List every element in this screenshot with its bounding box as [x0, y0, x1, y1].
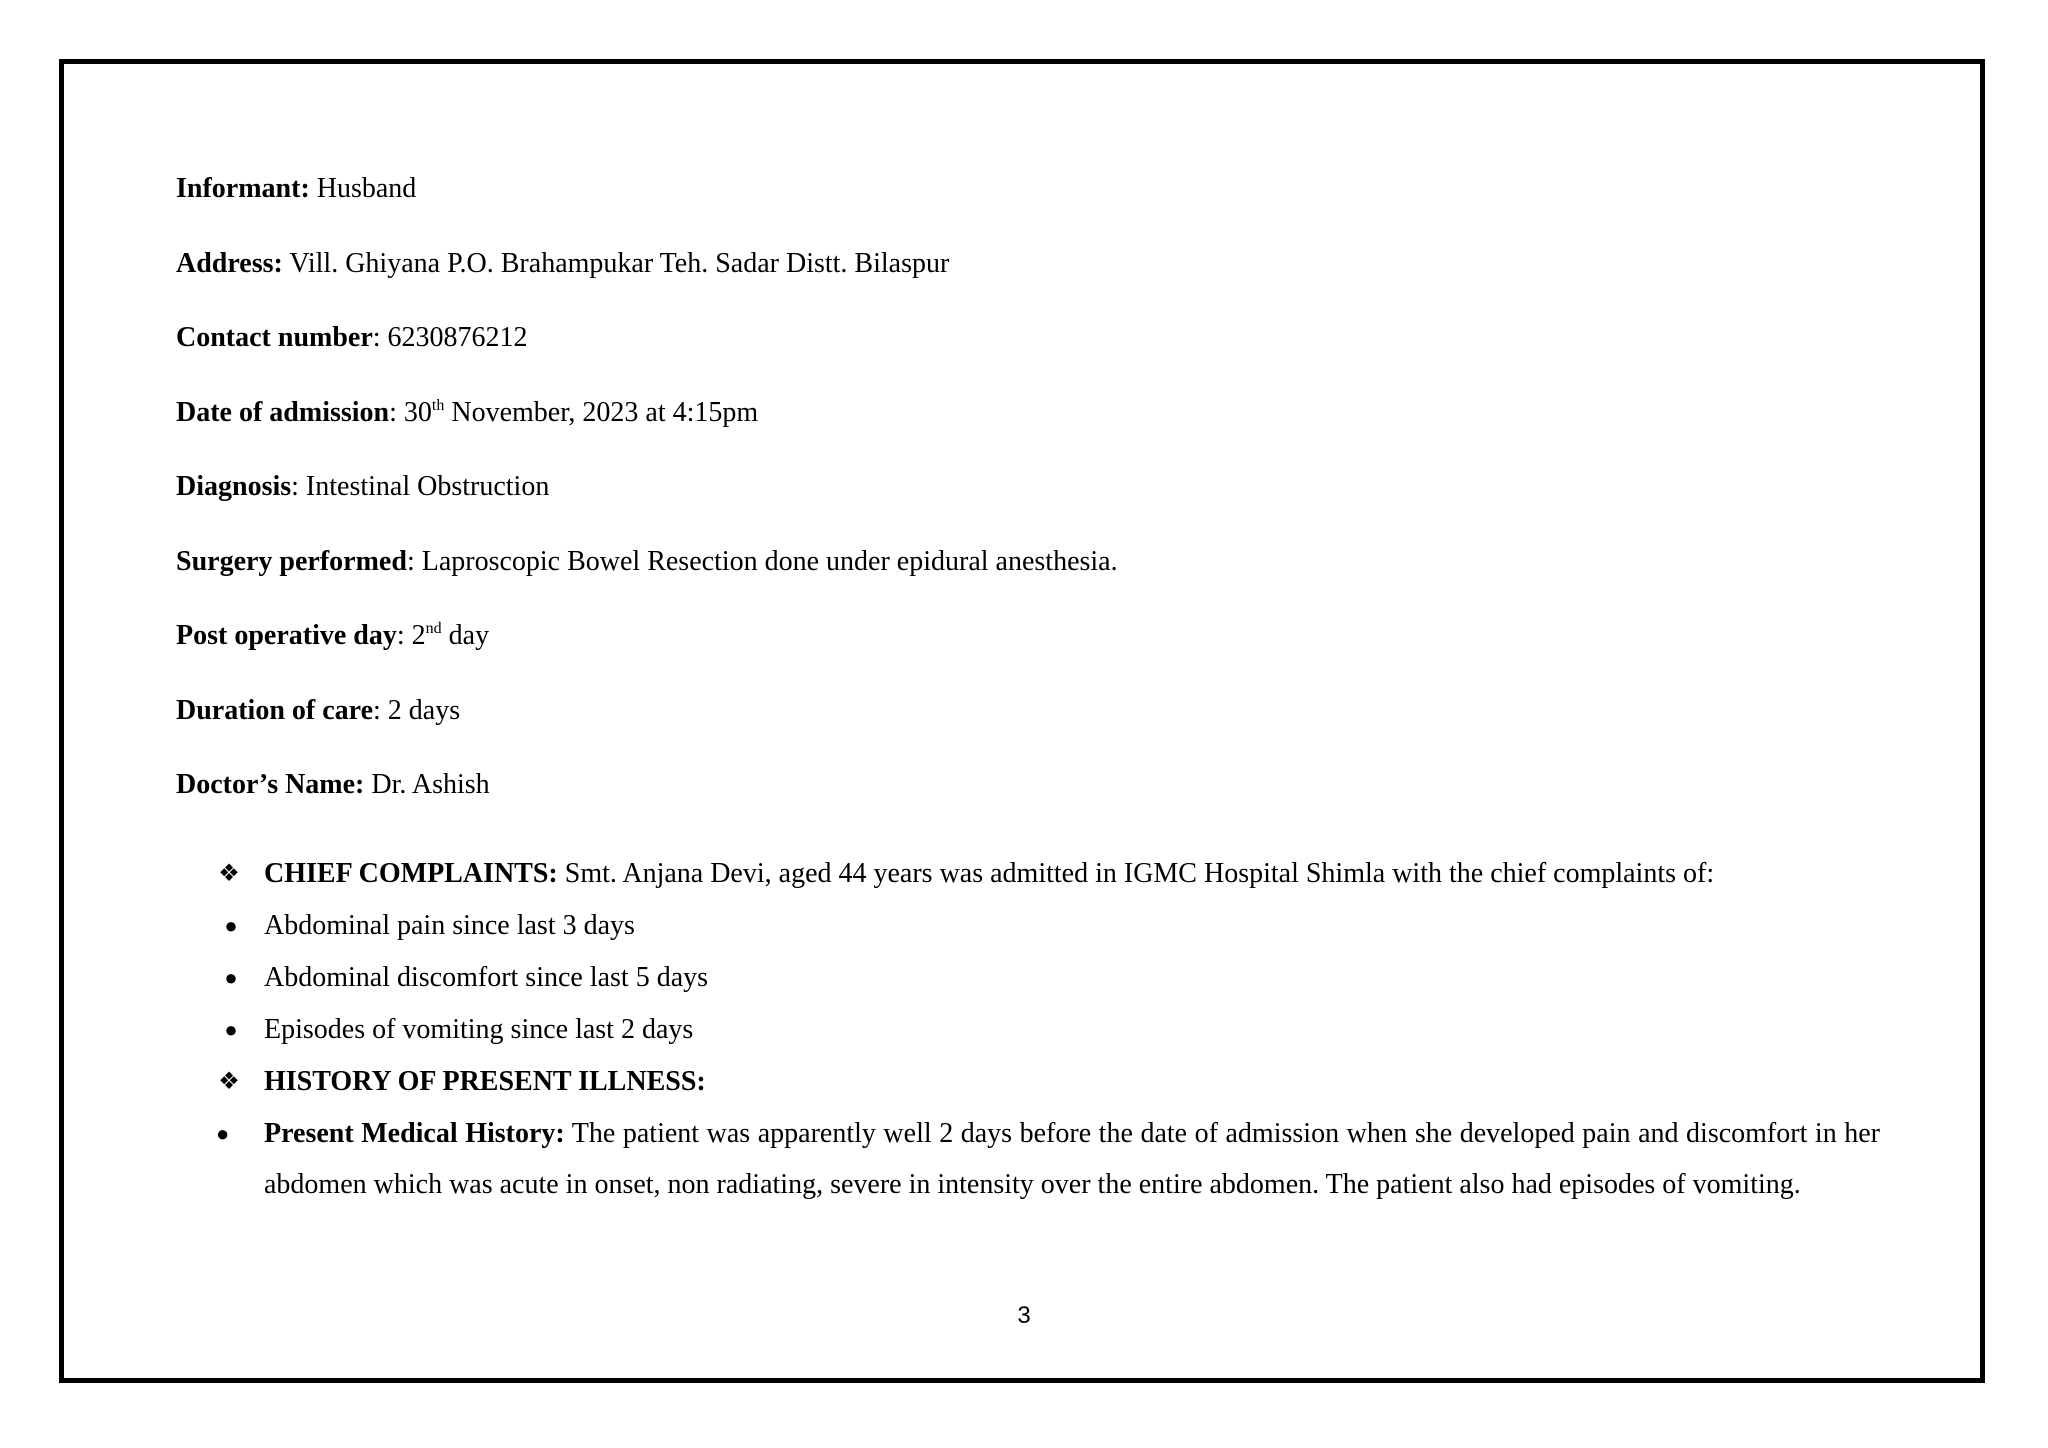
list-item: ● Abdominal pain since last 3 days — [220, 900, 1880, 952]
field-address: Address: Vill. Ghiyana P.O. Brahampukar Teh. Sadar Distt. Bilaspur — [176, 247, 950, 279]
clinical-list — [216, 848, 1881, 1210]
diamond-bullet-icon: ❖ — [218, 1069, 240, 1095]
history-heading: ❖ HISTORY OF PRESENT ILLNESS: — [220, 1056, 1880, 1108]
chief-complaints-heading: ❖ CHIEF COMPLAINTS: Smt. Anjana Devi, aged 44 years was admitted in IGMC Hospital Shimla with the chief complaints of: — [220, 848, 1880, 900]
field-contact-number: Contact number: 6230876212 — [176, 322, 528, 353]
dot-bullet-icon: ● — [224, 965, 238, 990]
diamond-bullet-icon: ❖ — [218, 861, 240, 887]
field-surgery-performed: Surgery performed: Laproscopic Bowel Resection done under epidural anesthesia. — [176, 545, 1118, 577]
list-item: ● Abdominal discomfort since last 5 days — [220, 952, 1880, 1004]
dot-bullet-icon: ● — [224, 913, 238, 938]
field-date-of-admission: Date of admission: 30th November, 2023 at 4:15pm — [176, 396, 759, 428]
field-doctor-name: Doctor’s Name: Dr. Ashish — [176, 769, 490, 800]
list-item: ● Episodes of vomiting since last 2 days — [220, 1004, 1880, 1056]
dot-bullet-icon: ● — [224, 1017, 238, 1042]
dot-bullet-icon: ● — [216, 1121, 230, 1146]
field-duration-of-care: Duration of care: 2 days — [176, 694, 461, 726]
field-diagnosis: Diagnosis: Intestinal Obstruction — [176, 471, 550, 502]
field-post-operative-day: Post operative day: 2nd day — [176, 620, 490, 651]
patient-details — [176, 172, 1876, 801]
present-medical-history: ● Present Medical History: The patient was apparently well 2 days before the date of admission when she developed pain and discomfort in her abdomen which was acute in onset, non radiating, severe in intensity over the entire abdomen. The patient also had episodes of vomiting. — [220, 1108, 1880, 1210]
field-informant: Informant: Husband — [176, 173, 417, 204]
page-number: 3 — [1017, 1302, 1031, 1329]
